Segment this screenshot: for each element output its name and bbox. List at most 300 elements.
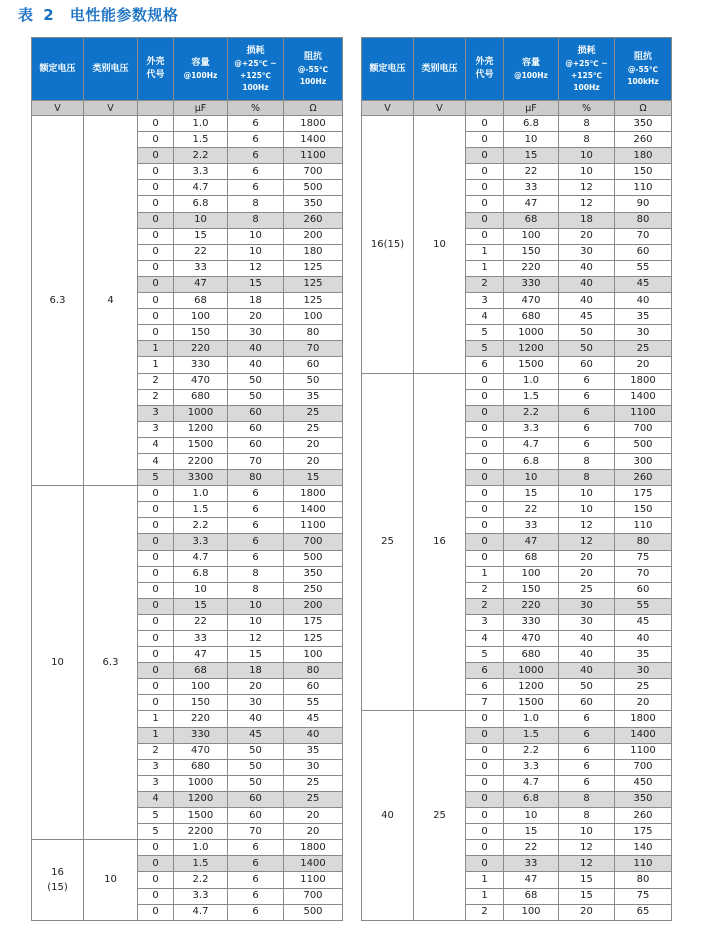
- capacitance-cell: 3.3: [174, 534, 228, 550]
- capacitance-cell: 1500: [504, 695, 559, 711]
- impedance-cell: 1400: [284, 502, 343, 518]
- loss-cell: 40: [559, 260, 615, 276]
- loss-cell: 12: [559, 840, 615, 856]
- impedance-cell: 30: [615, 325, 672, 341]
- loss-cell: 6: [559, 711, 615, 727]
- case-code-cell: 6: [466, 679, 504, 695]
- case-code-cell: 0: [138, 260, 174, 276]
- loss-cell: 6: [228, 518, 284, 534]
- capacitance-cell: 470: [174, 743, 228, 759]
- impedance-cell: 450: [615, 775, 672, 791]
- case-code-cell: 4: [138, 791, 174, 807]
- case-code-cell: 0: [138, 518, 174, 534]
- case-code-cell: 0: [466, 775, 504, 791]
- unit-cell: μF: [504, 101, 559, 116]
- loss-cell: 8: [559, 453, 615, 469]
- capacitance-cell: 100: [174, 679, 228, 695]
- case-code-cell: 2: [466, 598, 504, 614]
- loss-cell: 60: [228, 791, 284, 807]
- capacitance-cell: 47: [504, 196, 559, 212]
- capacitance-cell: 330: [174, 357, 228, 373]
- capacitance-cell: 68: [504, 212, 559, 228]
- case-code-cell: 2: [138, 389, 174, 405]
- unit-cell: V: [84, 101, 138, 116]
- loss-cell: 6: [228, 534, 284, 550]
- case-code-cell: 0: [138, 663, 174, 679]
- case-code-cell: 4: [466, 631, 504, 647]
- table-row: [32, 486, 343, 502]
- capacitance-cell: 1.5: [504, 727, 559, 743]
- impedance-cell: 250: [284, 582, 343, 598]
- capacitance-cell: 47: [504, 872, 559, 888]
- impedance-cell: 1400: [284, 856, 343, 872]
- loss-cell: 30: [559, 614, 615, 630]
- impedance-cell: 175: [615, 486, 672, 502]
- case-code-cell: 0: [466, 228, 504, 244]
- impedance-cell: 125: [284, 276, 343, 292]
- case-code-cell: 0: [138, 631, 174, 647]
- case-code-cell: 3: [138, 759, 174, 775]
- capacitance-cell: 3300: [174, 470, 228, 486]
- impedance-cell: 70: [284, 341, 343, 357]
- impedance-cell: 500: [284, 550, 343, 566]
- case-code-cell: 0: [466, 164, 504, 180]
- loss-cell: 70: [228, 824, 284, 840]
- case-code-cell: 0: [466, 212, 504, 228]
- loss-cell: 10: [228, 598, 284, 614]
- spec-table-right: [361, 37, 672, 921]
- loss-cell: 8: [228, 566, 284, 582]
- header-loss: 损耗 @+25℃ ~ +125℃ 100Hz: [228, 38, 284, 101]
- capacitance-cell: 3.3: [504, 421, 559, 437]
- header-case-code: 外壳 代号: [466, 38, 504, 101]
- case-code-cell: 0: [138, 116, 174, 132]
- loss-cell: 20: [559, 904, 615, 920]
- capacitance-cell: 1500: [504, 357, 559, 373]
- impedance-cell: 260: [284, 212, 343, 228]
- capacitance-cell: 47: [174, 276, 228, 292]
- loss-cell: 6: [559, 373, 615, 389]
- loss-cell: 50: [559, 325, 615, 341]
- loss-cell: 60: [559, 357, 615, 373]
- loss-cell: 6: [228, 888, 284, 904]
- spec-table-left: [31, 37, 343, 921]
- impedance-cell: 75: [615, 550, 672, 566]
- impedance-cell: 1800: [284, 840, 343, 856]
- loss-cell: 6: [228, 164, 284, 180]
- unit-cell: %: [228, 101, 284, 116]
- capacitance-cell: 680: [174, 759, 228, 775]
- impedance-cell: 700: [615, 759, 672, 775]
- impedance-cell: 700: [615, 421, 672, 437]
- loss-cell: 6: [228, 872, 284, 888]
- impedance-cell: 35: [615, 309, 672, 325]
- spec-table-body: [32, 116, 343, 921]
- loss-cell: 15: [228, 276, 284, 292]
- capacitance-cell: 6.8: [174, 566, 228, 582]
- impedance-cell: 350: [615, 791, 672, 807]
- impedance-cell: 260: [615, 470, 672, 486]
- impedance-cell: 1100: [284, 148, 343, 164]
- loss-cell: 6: [228, 550, 284, 566]
- case-code-cell: 0: [138, 614, 174, 630]
- table-title: [18, 4, 178, 25]
- impedance-cell: 70: [615, 566, 672, 582]
- loss-cell: 6: [559, 759, 615, 775]
- loss-cell: 6: [228, 502, 284, 518]
- case-code-cell: 0: [138, 196, 174, 212]
- impedance-cell: 700: [284, 888, 343, 904]
- impedance-cell: 35: [284, 743, 343, 759]
- case-code-cell: 5: [138, 808, 174, 824]
- case-code-cell: 0: [466, 502, 504, 518]
- loss-cell: 20: [228, 309, 284, 325]
- capacitance-cell: 150: [504, 244, 559, 260]
- impedance-cell: 20: [284, 808, 343, 824]
- capacitance-cell: 1200: [504, 341, 559, 357]
- loss-cell: 6: [228, 486, 284, 502]
- loss-cell: 60: [228, 405, 284, 421]
- impedance-cell: 350: [615, 116, 672, 132]
- loss-cell: 60: [228, 437, 284, 453]
- capacitance-cell: 10: [174, 582, 228, 598]
- case-code-cell: 0: [466, 791, 504, 807]
- loss-cell: 6: [559, 405, 615, 421]
- case-code-cell: 6: [466, 357, 504, 373]
- loss-cell: 10: [559, 502, 615, 518]
- capacitance-cell: 47: [174, 647, 228, 663]
- case-code-cell: 0: [138, 840, 174, 856]
- case-code-cell: 0: [466, 132, 504, 148]
- loss-cell: 15: [559, 888, 615, 904]
- impedance-cell: 35: [284, 389, 343, 405]
- impedance-cell: 40: [284, 727, 343, 743]
- loss-cell: 18: [228, 663, 284, 679]
- capacitance-cell: 6.8: [504, 791, 559, 807]
- capacitance-cell: 100: [504, 904, 559, 920]
- impedance-cell: 45: [615, 614, 672, 630]
- loss-cell: 6: [559, 421, 615, 437]
- case-code-cell: 0: [138, 486, 174, 502]
- impedance-cell: 45: [615, 276, 672, 292]
- case-code-cell: 0: [466, 727, 504, 743]
- impedance-cell: 20: [284, 824, 343, 840]
- loss-cell: 25: [559, 582, 615, 598]
- impedance-cell: 200: [284, 598, 343, 614]
- case-code-cell: 0: [466, 421, 504, 437]
- loss-cell: 12: [228, 260, 284, 276]
- loss-cell: 10: [228, 244, 284, 260]
- loss-cell: 6: [559, 389, 615, 405]
- loss-cell: 6: [228, 856, 284, 872]
- impedance-cell: 25: [284, 405, 343, 421]
- category-voltage-cell: 4: [84, 116, 138, 486]
- case-code-cell: 0: [466, 470, 504, 486]
- loss-cell: 20: [228, 679, 284, 695]
- loss-cell: 6: [228, 116, 284, 132]
- case-code-cell: 0: [138, 904, 174, 920]
- capacitance-cell: 15: [504, 486, 559, 502]
- capacitance-cell: 2.2: [174, 518, 228, 534]
- case-code-cell: 0: [138, 582, 174, 598]
- case-code-cell: 0: [466, 743, 504, 759]
- loss-cell: 8: [559, 791, 615, 807]
- category-voltage-cell: 6.3: [84, 486, 138, 840]
- capacitance-cell: 68: [504, 888, 559, 904]
- table-row: [32, 840, 343, 856]
- capacitance-cell: 1.5: [174, 132, 228, 148]
- capacitance-cell: 10: [504, 808, 559, 824]
- impedance-cell: 65: [615, 904, 672, 920]
- case-code-cell: 0: [138, 148, 174, 164]
- case-code-cell: 0: [138, 888, 174, 904]
- loss-cell: 6: [559, 775, 615, 791]
- impedance-cell: 1400: [615, 727, 672, 743]
- loss-cell: 8: [228, 212, 284, 228]
- loss-cell: 8: [559, 116, 615, 132]
- impedance-cell: 110: [615, 180, 672, 196]
- loss-cell: 15: [228, 647, 284, 663]
- category-voltage-cell: 25: [414, 711, 466, 920]
- loss-cell: 8: [228, 582, 284, 598]
- impedance-cell: 55: [615, 598, 672, 614]
- case-code-cell: 0: [138, 566, 174, 582]
- table-title-number: 2: [43, 6, 55, 24]
- capacitance-cell: 680: [504, 647, 559, 663]
- capacitance-cell: 33: [174, 260, 228, 276]
- capacitance-cell: 220: [504, 260, 559, 276]
- impedance-cell: 75: [615, 888, 672, 904]
- case-code-cell: 0: [466, 711, 504, 727]
- capacitance-cell: 100: [504, 228, 559, 244]
- loss-cell: 50: [228, 743, 284, 759]
- impedance-cell: 700: [284, 534, 343, 550]
- loss-cell: 18: [559, 212, 615, 228]
- header-capacitance: 容量 @100Hz: [174, 38, 228, 101]
- loss-cell: 50: [559, 679, 615, 695]
- impedance-cell: 80: [615, 212, 672, 228]
- capacitance-cell: 3.3: [174, 888, 228, 904]
- capacitance-cell: 1.0: [504, 711, 559, 727]
- capacitance-cell: 22: [504, 164, 559, 180]
- impedance-cell: 140: [615, 840, 672, 856]
- impedance-cell: 55: [284, 695, 343, 711]
- impedance-cell: 20: [615, 695, 672, 711]
- loss-cell: 60: [228, 808, 284, 824]
- unit-cell: [466, 101, 504, 116]
- impedance-cell: 25: [284, 775, 343, 791]
- impedance-cell: 180: [284, 244, 343, 260]
- case-code-cell: 0: [466, 824, 504, 840]
- capacitance-cell: 22: [174, 614, 228, 630]
- capacitance-cell: 33: [504, 180, 559, 196]
- loss-cell: 30: [559, 244, 615, 260]
- impedance-cell: 1800: [284, 486, 343, 502]
- impedance-cell: 30: [284, 759, 343, 775]
- impedance-cell: 175: [284, 614, 343, 630]
- capacitance-cell: 2.2: [504, 743, 559, 759]
- case-code-cell: 0: [466, 453, 504, 469]
- impedance-cell: 40: [615, 293, 672, 309]
- capacitance-cell: 1.0: [504, 373, 559, 389]
- capacitance-cell: 1.5: [174, 502, 228, 518]
- loss-cell: 70: [228, 453, 284, 469]
- capacitance-cell: 33: [504, 856, 559, 872]
- impedance-cell: 45: [284, 711, 343, 727]
- loss-cell: 12: [559, 534, 615, 550]
- capacitance-cell: 10: [504, 132, 559, 148]
- case-code-cell: 0: [466, 486, 504, 502]
- header-rated-voltage: 额定电压: [32, 38, 84, 101]
- rated-voltage-cell: 10: [32, 486, 84, 840]
- capacitance-cell: 330: [174, 727, 228, 743]
- case-code-cell: 0: [138, 180, 174, 196]
- capacitance-cell: 15: [174, 598, 228, 614]
- capacitance-cell: 10: [174, 212, 228, 228]
- case-code-cell: 5: [138, 470, 174, 486]
- case-code-cell: 1: [138, 727, 174, 743]
- loss-cell: 30: [559, 598, 615, 614]
- case-code-cell: 6: [466, 663, 504, 679]
- capacitance-cell: 1200: [174, 421, 228, 437]
- unit-cell: V: [414, 101, 466, 116]
- case-code-cell: 0: [138, 212, 174, 228]
- capacitance-cell: 6.8: [174, 196, 228, 212]
- case-code-cell: 1: [138, 711, 174, 727]
- impedance-cell: 25: [615, 341, 672, 357]
- case-code-cell: 5: [466, 647, 504, 663]
- loss-cell: 6: [228, 840, 284, 856]
- capacitance-cell: 2200: [174, 824, 228, 840]
- case-code-cell: 0: [466, 373, 504, 389]
- category-voltage-cell: 16: [414, 373, 466, 711]
- capacitance-cell: 1200: [174, 791, 228, 807]
- case-code-cell: 3: [138, 775, 174, 791]
- impedance-cell: 1100: [284, 872, 343, 888]
- capacitance-cell: 1000: [504, 325, 559, 341]
- loss-cell: 45: [228, 727, 284, 743]
- loss-cell: 12: [228, 631, 284, 647]
- capacitance-cell: 4.7: [504, 437, 559, 453]
- case-code-cell: 0: [138, 679, 174, 695]
- case-code-cell: 0: [138, 534, 174, 550]
- capacitance-cell: 150: [504, 582, 559, 598]
- capacitance-cell: 1.0: [174, 116, 228, 132]
- impedance-cell: 25: [284, 791, 343, 807]
- impedance-cell: 25: [615, 679, 672, 695]
- unit-cell: [138, 101, 174, 116]
- loss-cell: 8: [559, 808, 615, 824]
- case-code-cell: 0: [138, 164, 174, 180]
- case-code-cell: 0: [466, 840, 504, 856]
- case-code-cell: 0: [466, 116, 504, 132]
- loss-cell: 10: [559, 824, 615, 840]
- case-code-cell: 5: [466, 341, 504, 357]
- impedance-cell: 80: [615, 534, 672, 550]
- header-impedance: 阻抗 @-55℃ 100kHz: [615, 38, 672, 101]
- table-title-text: 电性能参数规格: [69, 6, 179, 24]
- loss-cell: 6: [228, 904, 284, 920]
- impedance-cell: 80: [615, 872, 672, 888]
- capacitance-cell: 4.7: [174, 180, 228, 196]
- case-code-cell: 0: [138, 872, 174, 888]
- impedance-cell: 20: [284, 453, 343, 469]
- case-code-cell: 0: [466, 550, 504, 566]
- impedance-cell: 300: [615, 453, 672, 469]
- capacitance-cell: 3.3: [174, 164, 228, 180]
- loss-cell: 40: [559, 276, 615, 292]
- category-voltage-cell: 10: [414, 116, 466, 374]
- impedance-cell: 60: [615, 582, 672, 598]
- capacitance-cell: 1500: [174, 808, 228, 824]
- loss-cell: 40: [559, 663, 615, 679]
- loss-cell: 20: [559, 566, 615, 582]
- capacitance-cell: 2.2: [504, 405, 559, 421]
- impedance-cell: 500: [284, 180, 343, 196]
- case-code-cell: 2: [466, 276, 504, 292]
- capacitance-cell: 33: [174, 631, 228, 647]
- impedance-cell: 1100: [284, 518, 343, 534]
- impedance-cell: 70: [615, 228, 672, 244]
- header-capacitance: 容量 @100Hz: [504, 38, 559, 101]
- loss-cell: 18: [228, 293, 284, 309]
- capacitance-cell: 1000: [504, 663, 559, 679]
- case-code-cell: 4: [466, 309, 504, 325]
- impedance-cell: 15: [284, 470, 343, 486]
- loss-cell: 12: [559, 196, 615, 212]
- impedance-cell: 110: [615, 518, 672, 534]
- loss-cell: 6: [559, 437, 615, 453]
- loss-cell: 12: [559, 856, 615, 872]
- case-code-cell: 1: [466, 244, 504, 260]
- rated-voltage-cell: 25: [362, 373, 414, 711]
- case-code-cell: 0: [138, 228, 174, 244]
- case-code-cell: 0: [138, 276, 174, 292]
- table-title-prefix: 表: [18, 6, 34, 24]
- loss-cell: 40: [559, 293, 615, 309]
- capacitance-cell: 4.7: [504, 775, 559, 791]
- capacitance-cell: 150: [174, 325, 228, 341]
- table-row: [362, 373, 672, 389]
- case-code-cell: 0: [138, 598, 174, 614]
- table-row: [32, 116, 343, 132]
- impedance-cell: 260: [615, 808, 672, 824]
- loss-cell: 6: [559, 743, 615, 759]
- impedance-cell: 350: [284, 566, 343, 582]
- case-code-cell: 0: [138, 647, 174, 663]
- loss-cell: 6: [228, 132, 284, 148]
- capacitance-cell: 330: [504, 614, 559, 630]
- capacitance-cell: 1.5: [174, 856, 228, 872]
- impedance-cell: 80: [284, 663, 343, 679]
- impedance-cell: 125: [284, 293, 343, 309]
- case-code-cell: 0: [466, 856, 504, 872]
- case-code-cell: 1: [138, 357, 174, 373]
- capacitance-cell: 33: [504, 518, 559, 534]
- case-code-cell: 1: [138, 341, 174, 357]
- case-code-cell: 1: [466, 872, 504, 888]
- capacitance-cell: 1.0: [174, 486, 228, 502]
- unit-cell: Ω: [284, 101, 343, 116]
- impedance-cell: 150: [615, 164, 672, 180]
- loss-cell: 50: [228, 759, 284, 775]
- impedance-cell: 60: [284, 357, 343, 373]
- case-code-cell: 0: [138, 293, 174, 309]
- capacitance-cell: 100: [504, 566, 559, 582]
- loss-cell: 6: [228, 180, 284, 196]
- case-code-cell: 0: [466, 518, 504, 534]
- header-loss: 损耗 @+25℃ ~ +125℃ 100Hz: [559, 38, 615, 101]
